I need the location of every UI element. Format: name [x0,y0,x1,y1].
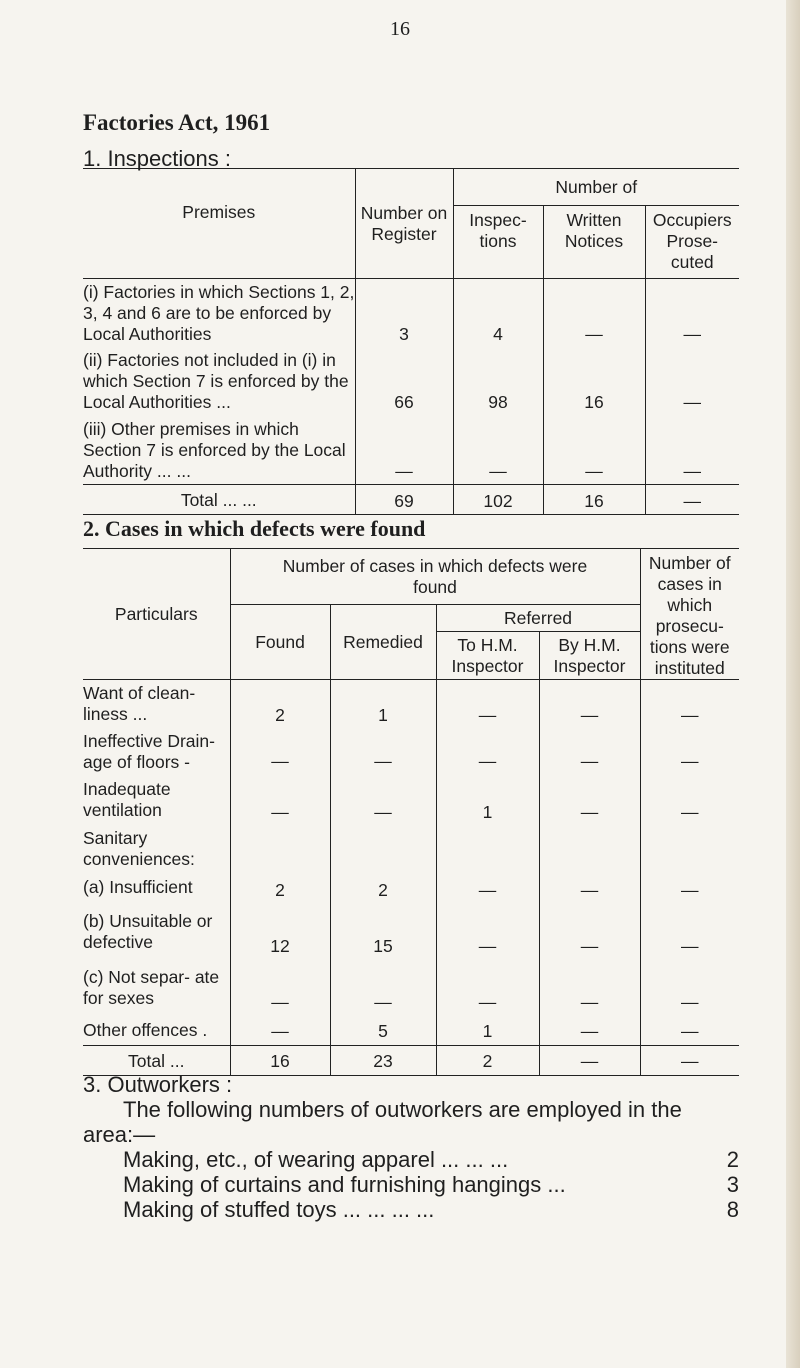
header-particulars: Particulars [83,549,230,680]
row-register: 66 [355,347,453,415]
header-referred: Referred [436,605,640,632]
row-notices: — [543,415,645,485]
outworker-category: Making, etc., of wearing apparel ... ... ... [123,1147,509,1172]
row-particulars: (b) Unsuitable or defective [83,904,230,960]
row-inspections: 4 [453,279,543,347]
row-premises: (ii) Factories not included in (i) in which Section 7 is enforced by the Local Authorities ... [83,347,355,415]
table-row [83,775,739,826]
header-by-hm-inspector: By H.M. Inspector [539,632,640,680]
outworkers-intro: The following numbers of outworkers are employed in the [123,1097,682,1122]
outworker-count: 2 [726,1147,739,1172]
row-prosecuted: — [683,391,701,412]
outworker-count: 3 [726,1172,739,1197]
total-notices: 16 [543,485,645,515]
row-particulars: Want of clean- liness ... [83,680,230,729]
row-notices: 16 [543,347,645,415]
total-by-hm: — [539,1046,640,1076]
outworkers-intro-cont: area:— [83,1122,156,1147]
header-cases-group: Number of cases in which defects were found [230,549,640,605]
row-to-hm: — [436,729,539,775]
row-particulars: Sanitary conveniences: [83,826,230,872]
row-found: — [230,960,330,1016]
header-inspections: Inspec- tions [453,206,543,279]
row-premises: (iii) Other premises in which Section 7 is enforced by the Local Authority ... ... [83,415,355,485]
row-to-hm [436,826,539,872]
row-found: — [230,729,330,775]
row-prosecutions: — [681,935,699,956]
page-number: 16 [390,18,410,40]
table-row [83,904,739,960]
table-row [83,872,739,904]
row-remedied: 15 [330,904,436,960]
total-row [83,485,739,515]
row-remedied: 2 [330,872,436,904]
row-remedied: 1 [330,680,436,729]
row-prosecutions: — [681,879,699,900]
total-label: Total ... ... [83,485,355,515]
row-found: — [230,1016,330,1046]
row-register: 3 [355,279,453,347]
list-item [83,1197,739,1222]
row-particulars: (a) Insufficient [83,872,230,904]
row-by-hm: — [539,872,640,904]
header-written-notices: Written Notices [543,206,645,279]
outworkers-heading: 3. Outworkers : [83,1072,233,1097]
total-prosecuted: — [683,491,701,511]
row-prosecutions: — [681,704,699,725]
total-label: Total ... [83,1046,230,1076]
table-row [83,415,739,485]
header-register: Number on Register [355,169,453,279]
header-remedied: Remedied [330,605,436,680]
row-particulars: Inadequate ventilation [83,775,230,826]
outworker-category: Making of stuffed toys ... ... ... ... [123,1197,435,1222]
row-by-hm: — [539,729,640,775]
table-row [83,347,739,415]
row-found: 2 [230,680,330,729]
row-remedied: — [330,775,436,826]
row-prosecutions: — [681,801,699,822]
header-premises: Premises [83,169,355,279]
total-register: 69 [355,485,453,515]
row-premises: (i) Factories in which Sections 1, 2, 3, 4 and 6 are to be enforced by Local Authorities [83,279,355,347]
row-by-hm: — [539,960,640,1016]
row-register: — [355,415,453,485]
row-to-hm: 1 [436,775,539,826]
table-row [83,680,739,729]
row-inspections: 98 [453,347,543,415]
table-row [83,960,739,1016]
row-notices: — [543,279,645,347]
row-prosecutions: — [640,1016,739,1046]
inspections-table [83,168,739,515]
table-row [83,1016,739,1046]
table-row [83,279,739,347]
total-inspections: 102 [453,485,543,515]
row-by-hm: — [539,1016,640,1046]
list-item [83,1172,739,1197]
total-row [83,1046,739,1076]
header-prosecutions: Number of cases in which prosecu- tions were instituted [640,549,739,680]
total-remedied: 23 [330,1046,436,1076]
header-number-of: Number of [453,169,739,206]
row-particulars: (c) Not separ- ate for sexes [83,960,230,1016]
row-by-hm: — [539,775,640,826]
total-found: 16 [230,1046,330,1076]
row-prosecutions [640,826,739,872]
outworkers-section [83,1072,739,1222]
list-item [83,1147,739,1172]
row-particulars: Ineffective Drain- age of floors - [83,729,230,775]
inspections-heading: 1. Inspections : [83,146,231,171]
row-found: — [230,775,330,826]
row-to-hm: — [436,960,539,1016]
table-row [83,826,739,872]
row-remedied [330,826,436,872]
row-to-hm: — [436,904,539,960]
row-prosecutions: — [681,991,699,1012]
row-prosecuted: — [683,323,701,344]
row-by-hm: — [539,680,640,729]
header-occupiers-prosecuted: Occupiers Prose- cuted [645,206,739,279]
defects-heading: 2. Cases in which defects were found [83,516,426,541]
row-by-hm: — [539,904,640,960]
total-prosecutions: — [681,1051,699,1071]
outworker-category: Making of curtains and furnishing hangings ... [123,1172,566,1197]
row-found: 2 [230,872,330,904]
document-title: Factories Act, 1961 [83,110,271,135]
total-to-hm: 2 [436,1046,539,1076]
table-row [83,729,739,775]
header-to-hm-inspector: To H.M. Inspector [436,632,539,680]
row-to-hm: — [436,872,539,904]
row-inspections: — [453,415,543,485]
row-prosecuted: — [645,415,739,485]
row-found: 12 [230,904,330,960]
page-edge [786,0,800,1368]
row-to-hm: — [436,680,539,729]
row-remedied: 5 [330,1016,436,1046]
defects-table [83,548,739,1076]
outworker-count: 8 [726,1197,739,1222]
row-particulars: Other offences . [83,1016,230,1046]
row-remedied: — [330,960,436,1016]
row-prosecutions: — [681,750,699,771]
row-found [230,826,330,872]
row-remedied: — [330,729,436,775]
header-found: Found [230,605,330,680]
row-to-hm: 1 [436,1016,539,1046]
row-by-hm [539,826,640,872]
